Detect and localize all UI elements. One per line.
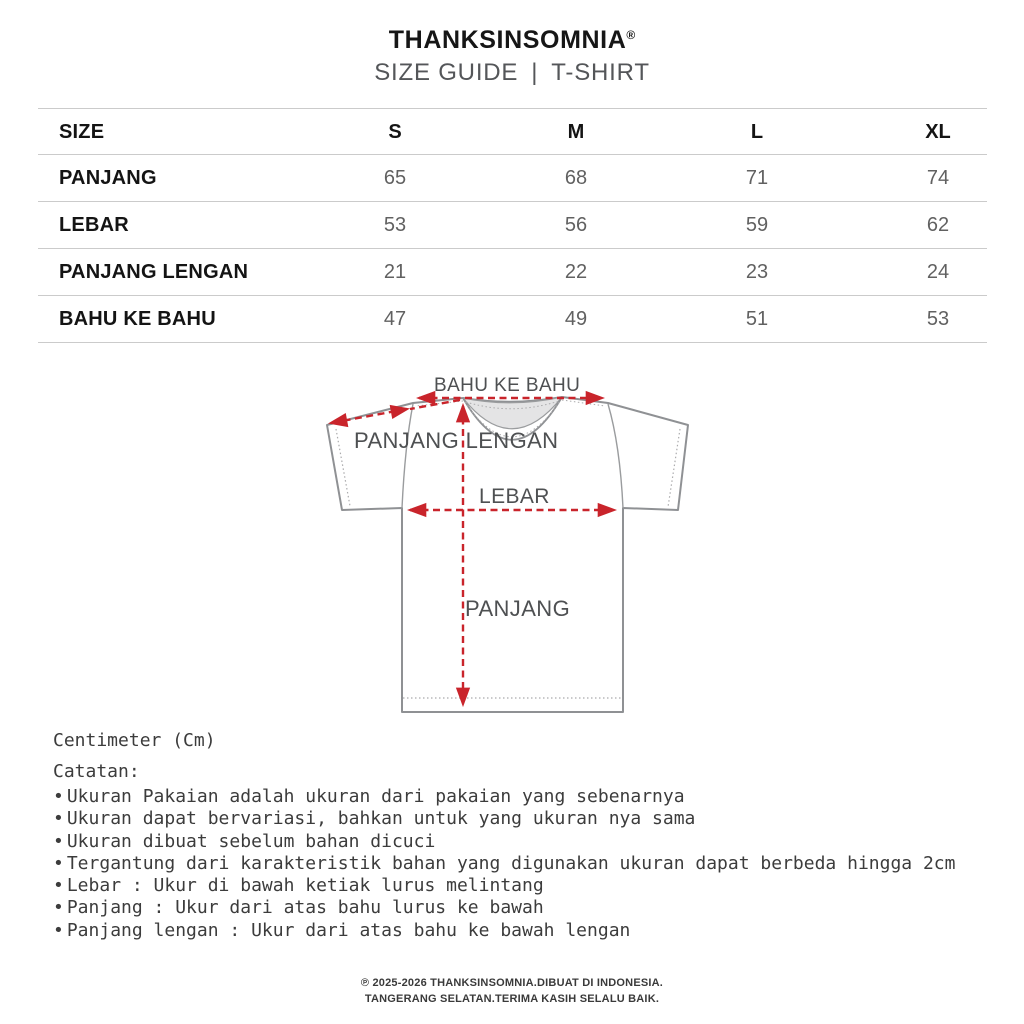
brand-title — [0, 26, 1024, 55]
row-label: PANJANG LENGAN — [59, 261, 249, 283]
note-item: • Ukuran Pakaian adalah ukuran dari pakaian yang sebenarnya — [53, 786, 955, 808]
cell-value: 53 — [926, 308, 950, 330]
note-item: • Ukuran dibuat sebelum bahan dicuci — [53, 831, 955, 853]
note-item: • Tergantung dari karakteristik bahan yang digunakan ukuran dapat berbeda hingga 2cm — [53, 853, 955, 875]
table-row-panjang — [38, 155, 987, 202]
column-header-s: S — [388, 121, 402, 143]
cell-value: 49 — [564, 308, 588, 330]
row-label: BAHU KE BAHU — [59, 308, 216, 330]
note-item: • Lebar : Ukur di bawah ketiak lurus melintang — [53, 875, 955, 897]
cell-value: 59 — [745, 214, 769, 236]
unit-note: Centimeter (Cm) — [53, 730, 216, 751]
column-header-m: M — [567, 121, 585, 143]
cell-value: 22 — [564, 261, 588, 283]
note-item: • Ukuran dapat bervariasi, bahkan untuk yang ukuran nya sama — [53, 808, 955, 830]
table-row-bahu-ke-bahu — [38, 296, 987, 343]
cell-value: 74 — [926, 167, 950, 189]
cell-value: 56 — [564, 214, 588, 236]
size-table — [38, 108, 987, 343]
diagram-label-panjang: PANJANG — [465, 596, 571, 621]
note-item: • Panjang lengan : Ukur dari atas bahu ke bawah lengan — [53, 920, 955, 942]
footer — [0, 976, 1024, 1007]
notes-section — [53, 731, 955, 942]
notes-heading: Catatan: — [53, 761, 140, 782]
table-row-panjang-lengan — [38, 249, 987, 296]
diagram-label-bahu-ke-bahu: BAHU KE BAHU — [434, 375, 581, 396]
diagram-label-panjang-lengan: PANJANG LENGAN — [354, 428, 559, 453]
cell-value: 65 — [383, 167, 407, 189]
page-title — [0, 59, 1024, 87]
cell-value: 62 — [926, 214, 950, 236]
footer-copyright-line: ℗ 2025-2026 THANKSINSOMNIA.DIBUAT DI INDONESIA. — [360, 977, 664, 989]
cell-value: 24 — [926, 261, 950, 283]
column-header-size: SIZE — [59, 121, 105, 143]
note-item: • Panjang : Ukur dari atas bahu lurus ke bawah — [53, 897, 955, 919]
registered-trademark: ® — [626, 28, 636, 42]
footer-location-line: TANGERANG SELATAN.TERIMA KASIH SELALU BAIK. — [364, 992, 660, 1005]
cell-value: 47 — [383, 308, 407, 330]
row-label: LEBAR — [59, 214, 129, 236]
cell-value: 23 — [745, 261, 769, 283]
row-label: PANJANG — [59, 167, 157, 189]
subtitle-separator: | — [531, 59, 539, 86]
subtitle-size-guide: SIZE GUIDE — [374, 59, 519, 86]
cell-value: 71 — [745, 167, 769, 189]
tshirt-measurement-diagram — [290, 360, 740, 732]
cell-value: 51 — [745, 308, 769, 330]
cell-value: 21 — [383, 261, 407, 283]
diagram-label-lebar: LEBAR — [479, 485, 550, 508]
table-header-row — [38, 108, 987, 155]
brand-name: THANKSINSOMNIA — [388, 26, 627, 54]
cell-value: 53 — [383, 214, 407, 236]
table-row-lebar — [38, 202, 987, 249]
column-header-xl: XL — [925, 121, 951, 143]
subtitle-product: T-SHIRT — [551, 59, 650, 86]
cell-value: 68 — [564, 167, 588, 189]
tshirt-outline-drawing — [290, 360, 740, 732]
column-header-l: L — [750, 121, 764, 143]
